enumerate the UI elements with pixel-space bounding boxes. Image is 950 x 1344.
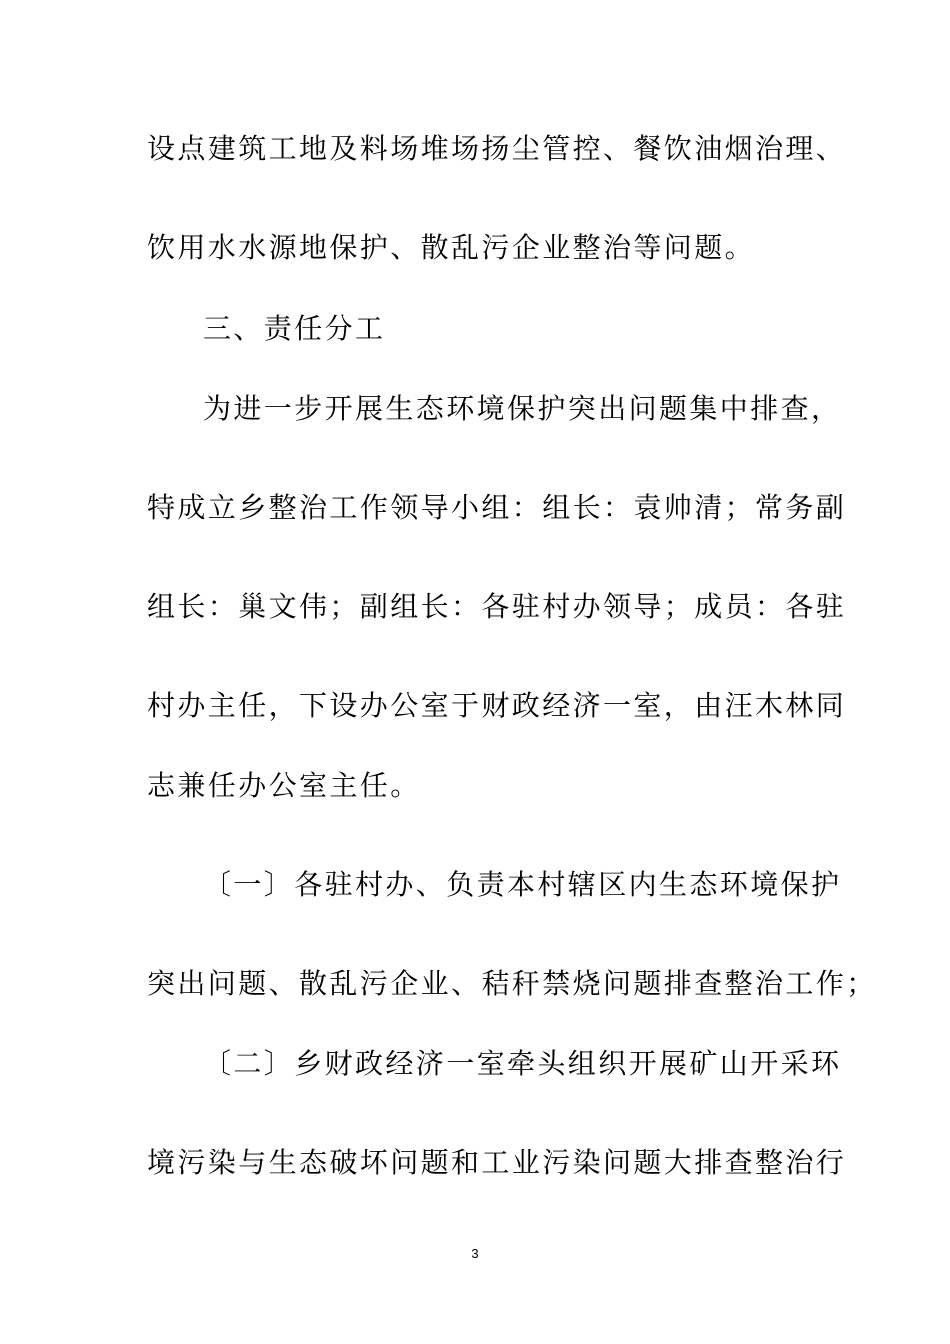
body-text-line: 突出问题、散乱污企业、秸秆禁烧问题排查整治工作； <box>147 967 877 1000</box>
list-item-2: 〔二〕乡财政经济一室牵头组织开展矿山开采环 <box>203 1047 842 1080</box>
body-text-line: 组长：巢文伟；副组长：各驻村办领导；成员：各驻 <box>147 590 847 623</box>
section-heading: 三、责任分工 <box>203 312 386 345</box>
body-text-line: 设点建筑工地及料场堆场扬尘管控、餐饮油烟治理、 <box>147 132 847 165</box>
body-text-line: 特成立乡整治工作领导小组：组长：袁帅清；常务副 <box>147 491 847 524</box>
list-item-1: 〔一〕各驻村办、负责本村辖区内生态环境保护 <box>203 868 842 901</box>
paragraph-start: 为进一步开展生态环境保护突出问题集中排查， <box>203 392 842 425</box>
body-text-line: 境污染与生态破坏问题和工业污染问题大排查整治行 <box>147 1146 847 1179</box>
body-text-line: 志兼任办公室主任。 <box>147 769 421 802</box>
page-number: 3 <box>471 1246 479 1261</box>
body-text-line: 村办主任，下设办公室于财政经济一室，由汪木林同 <box>147 689 847 722</box>
body-text-line: 饮用水水源地保护、散乱污企业整治等问题。 <box>147 231 756 264</box>
